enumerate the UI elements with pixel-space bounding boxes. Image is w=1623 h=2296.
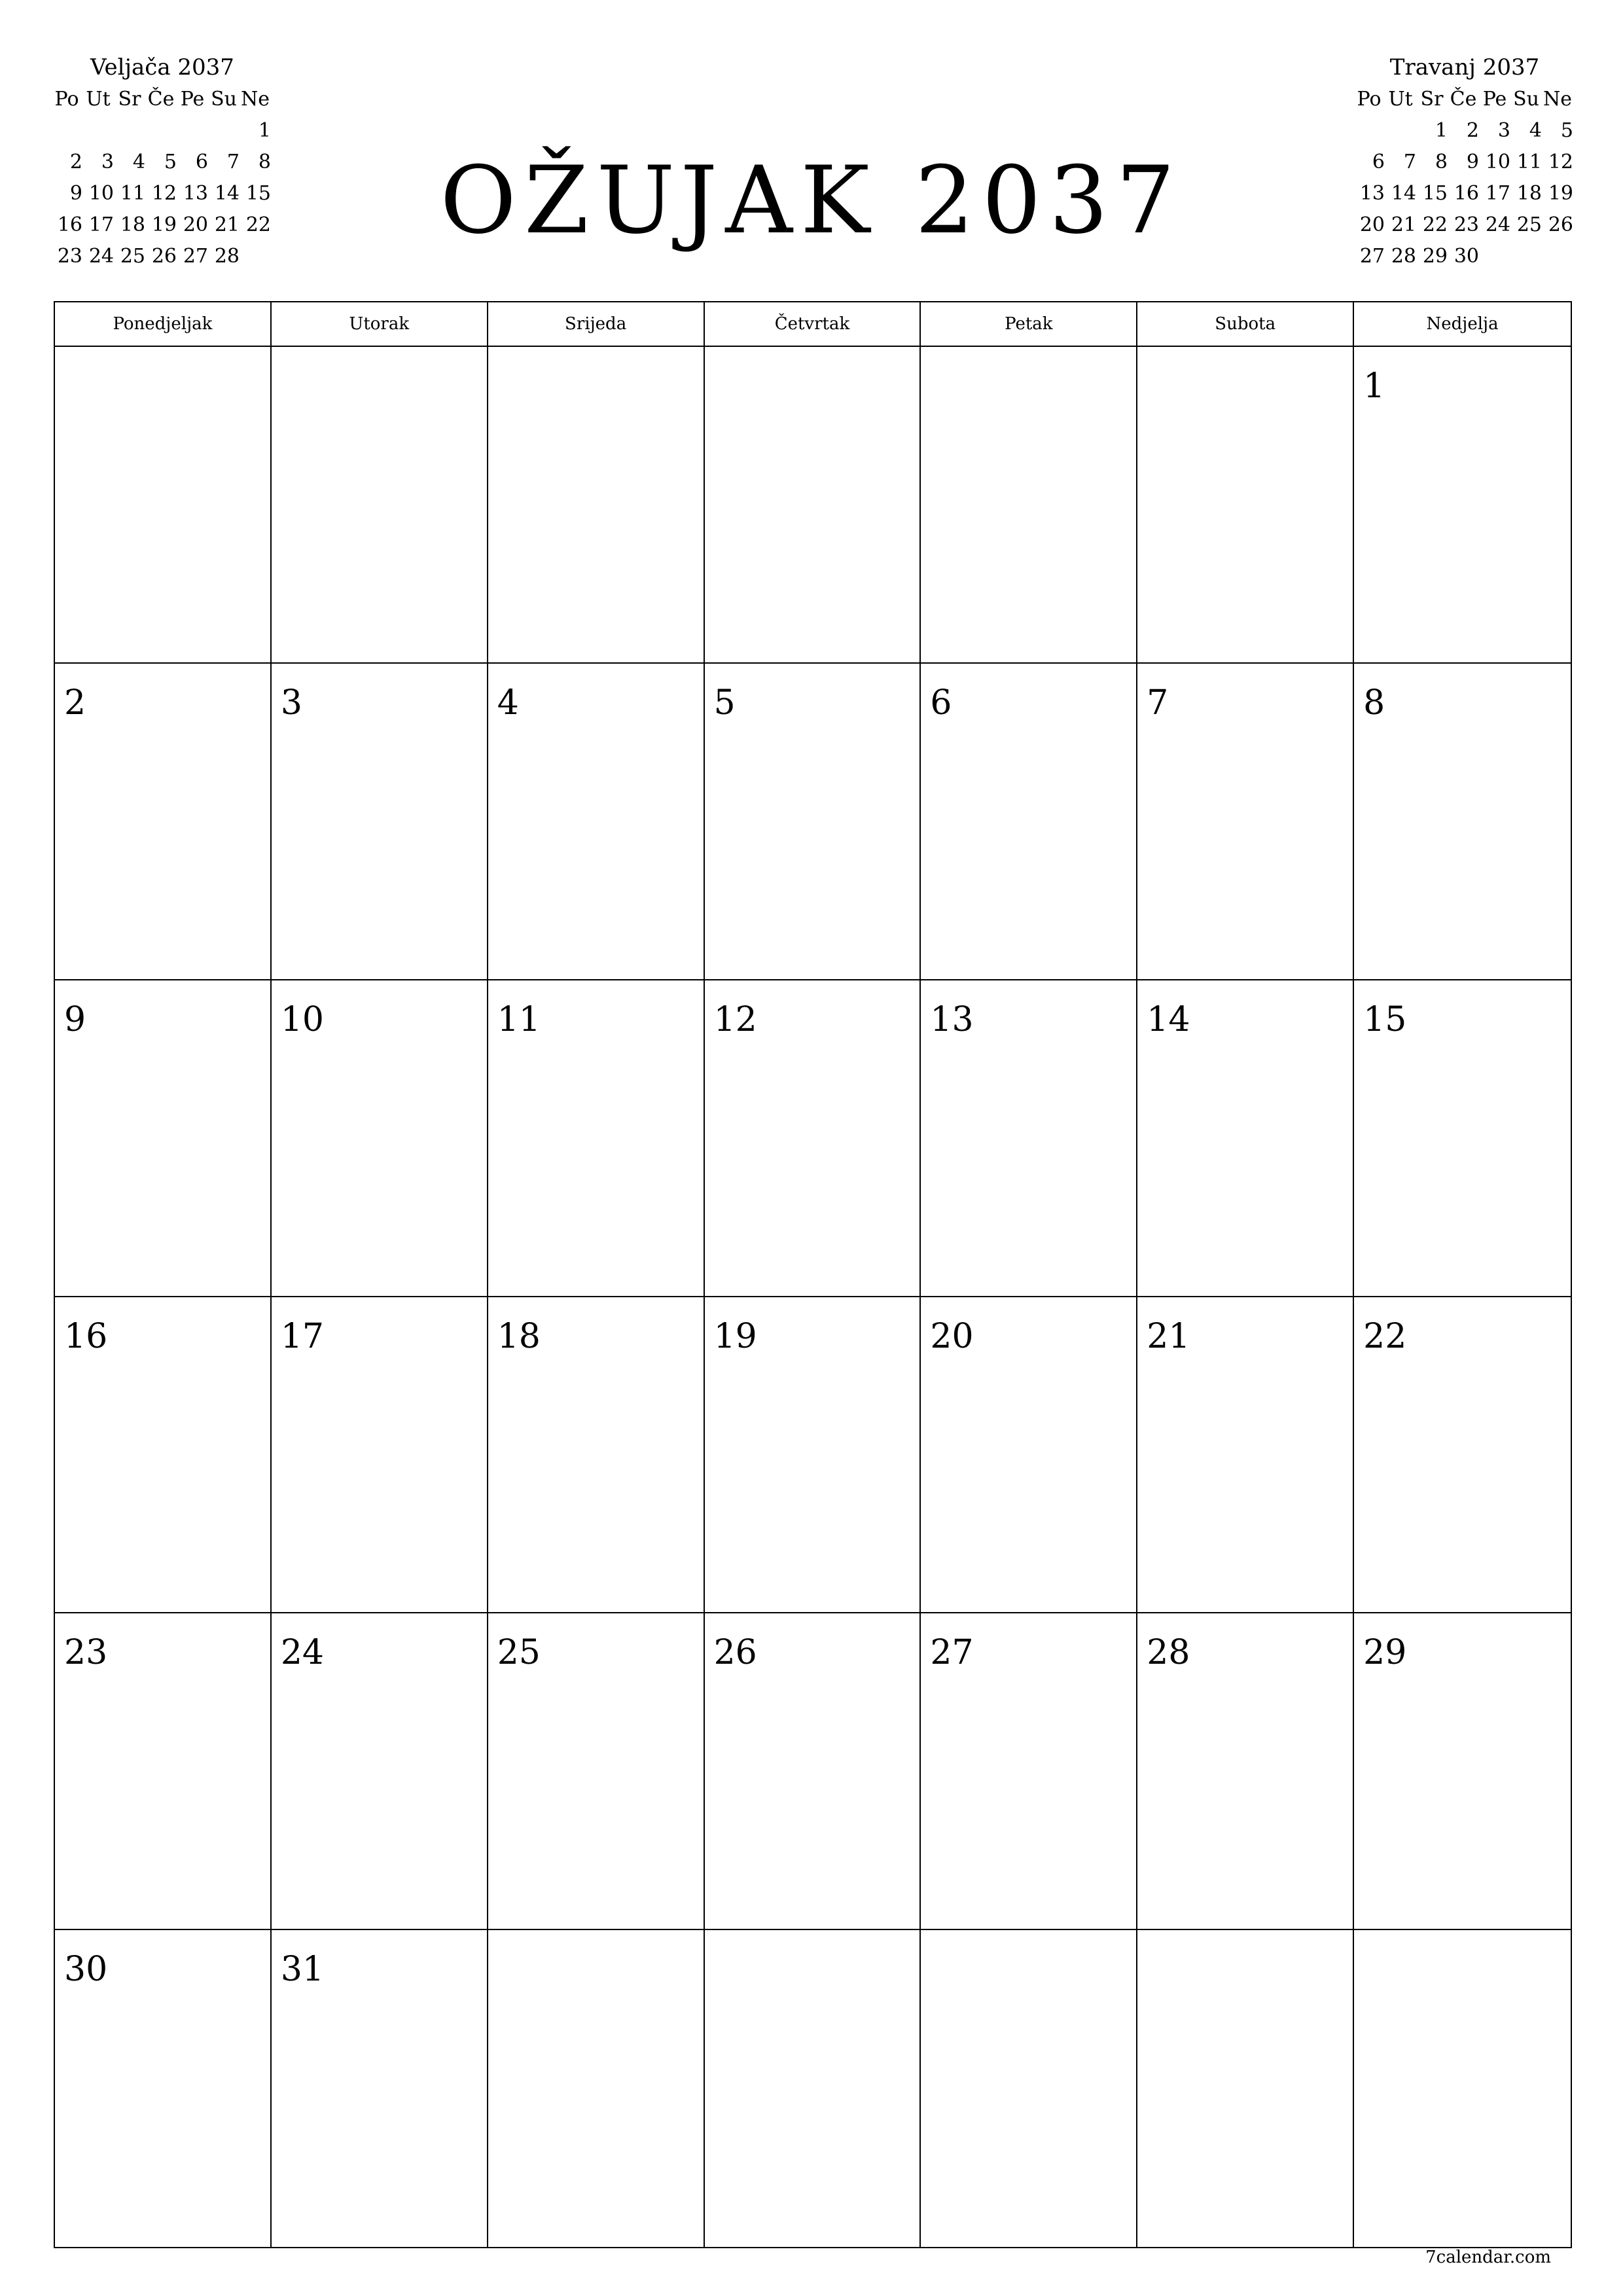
mini-weekday-header: Sr: [1420, 88, 1444, 111]
day-cell: [921, 664, 1137, 980]
mini-day: 16: [57, 213, 82, 236]
mini-day: [145, 115, 177, 147]
day-number: 3: [280, 683, 302, 723]
mini-day: 21: [214, 213, 240, 236]
mini-weekday-header: Ut: [1388, 88, 1413, 111]
mini-day: 14: [214, 182, 240, 205]
day-cell: [921, 980, 1137, 1297]
day-cell: [1354, 347, 1571, 664]
mini-day: 29: [1422, 245, 1448, 268]
mini-weekday-header: Pe: [1482, 88, 1507, 111]
day-number: 8: [1363, 683, 1385, 723]
day-number: 11: [497, 999, 541, 1039]
day-cell: [488, 664, 705, 980]
day-cell: [705, 347, 921, 664]
mini-day: [82, 115, 114, 147]
day-cell: [1354, 1297, 1571, 1614]
mini-day: 25: [1516, 213, 1542, 236]
day-number: 12: [713, 999, 757, 1039]
mini-day: 23: [1454, 213, 1479, 236]
day-number: 17: [280, 1316, 325, 1356]
day-number: 27: [930, 1633, 974, 1673]
mini-day: 5: [164, 151, 177, 173]
mini-day: 20: [1359, 213, 1385, 236]
day-number: 21: [1147, 1316, 1190, 1356]
mini-day: 18: [1516, 182, 1542, 205]
mini-day: 3: [101, 151, 114, 173]
prev-month-title: Veljača 2037: [90, 54, 234, 81]
mini-day: 7: [1403, 151, 1416, 173]
mini-weekday-header: Sr: [118, 88, 141, 111]
day-number: 6: [930, 683, 952, 723]
day-cell: [1137, 664, 1354, 980]
mini-day: 6: [195, 151, 208, 173]
mini-day: 5: [1560, 119, 1573, 142]
day-cell: [55, 980, 272, 1297]
weekday-header: Utorak: [272, 302, 488, 347]
mini-day: 23: [57, 245, 82, 268]
mini-day: 28: [214, 245, 240, 268]
mini-day: 17: [88, 213, 114, 236]
day-number: 2: [64, 683, 86, 723]
mini-day: 22: [1422, 213, 1448, 236]
mini-day: 1: [258, 119, 271, 142]
day-number: 24: [280, 1633, 325, 1673]
mini-weekday-header: Če: [1450, 88, 1477, 111]
day-cell: [272, 1930, 488, 2247]
day-cell: [272, 664, 488, 980]
day-cell: [1354, 980, 1571, 1297]
mini-day: 3: [1497, 119, 1510, 142]
day-number: 13: [930, 999, 974, 1039]
day-cell: [921, 1613, 1137, 1930]
day-cell: [272, 1297, 488, 1614]
page-title: OŽUJAK 2037: [440, 147, 1183, 255]
day-number: 16: [64, 1316, 108, 1356]
day-cell: [1137, 1297, 1354, 1614]
mini-day: 15: [245, 182, 271, 205]
weekday-header: Četvrtak: [705, 302, 921, 347]
weekday-header: Nedjelja: [1354, 302, 1571, 347]
day-cell: [55, 1613, 272, 1930]
day-cell: [1137, 347, 1354, 664]
day-cell: [55, 347, 272, 664]
mini-day: 24: [88, 245, 114, 268]
mini-weekday-header: Po: [1357, 88, 1382, 111]
day-number: 10: [280, 999, 325, 1039]
day-cell: [488, 1613, 705, 1930]
day-cell: [1137, 980, 1354, 1297]
mini-weekday-header: Ne: [1543, 88, 1572, 111]
day-number: 30: [64, 1950, 108, 1990]
day-number: 15: [1363, 999, 1407, 1039]
day-cell: [272, 980, 488, 1297]
mini-day: 15: [1422, 182, 1448, 205]
day-cell: [488, 980, 705, 1297]
day-number: 14: [1147, 999, 1190, 1039]
mini-day: 14: [1391, 182, 1416, 205]
day-number: 18: [497, 1316, 541, 1356]
day-cell: [272, 1613, 488, 1930]
day-number: 7: [1147, 683, 1169, 723]
day-number: 20: [930, 1316, 974, 1356]
day-number: 23: [64, 1633, 108, 1673]
day-cell: [55, 664, 272, 980]
mini-day: 12: [151, 182, 177, 205]
day-cell: [488, 1930, 705, 2247]
day-number: 22: [1363, 1316, 1407, 1356]
mini-day: 12: [1548, 151, 1573, 173]
weekday-header: Ponedjeljak: [55, 302, 272, 347]
day-cell: [1354, 1930, 1571, 2247]
day-cell: [705, 664, 921, 980]
mini-day: 8: [258, 151, 271, 173]
day-number: 29: [1363, 1633, 1407, 1673]
weekday-header: Petak: [921, 302, 1137, 347]
day-cell: [1137, 1613, 1354, 1930]
mini-day: 11: [120, 182, 145, 205]
mini-weekday-header: Su: [211, 88, 237, 111]
mini-day: 7: [226, 151, 240, 173]
day-cell: [705, 980, 921, 1297]
day-cell: [488, 1297, 705, 1614]
mini-weekday-header: Ut: [86, 88, 111, 111]
day-number: 4: [497, 683, 519, 723]
mini-day: 11: [1516, 151, 1542, 173]
day-number: 28: [1147, 1633, 1190, 1673]
next-month-title: Travanj 2037: [1389, 54, 1540, 81]
mini-weekday-header: Ne: [240, 88, 270, 111]
mini-day: 9: [1466, 151, 1479, 173]
day-number: 25: [497, 1633, 541, 1673]
mini-weekday-header: Su: [1513, 88, 1539, 111]
day-cell: [1137, 1930, 1354, 2247]
day-number: 26: [713, 1633, 757, 1673]
mini-day: [177, 115, 208, 147]
mini-day: 26: [151, 245, 177, 268]
mini-day: 9: [69, 182, 82, 205]
month-grid: [54, 301, 1572, 2248]
watermark: 7calendar.com: [1425, 2248, 1551, 2267]
day-cell: [1354, 664, 1571, 980]
day-cell: [921, 1930, 1137, 2247]
day-cell: [488, 347, 705, 664]
mini-day: 17: [1485, 182, 1510, 205]
mini-day: [114, 115, 145, 147]
mini-day: 6: [1372, 151, 1385, 173]
mini-day: [1385, 115, 1416, 147]
day-cell: [705, 1297, 921, 1614]
mini-weekday-header: Po: [54, 88, 79, 111]
mini-day: 13: [1359, 182, 1385, 205]
weekday-header: Srijeda: [488, 302, 705, 347]
day-number: 31: [280, 1950, 325, 1990]
mini-day: 18: [120, 213, 145, 236]
mini-day: 4: [1529, 119, 1542, 142]
mini-day: 19: [151, 213, 177, 236]
day-cell: [705, 1930, 921, 2247]
mini-day: 27: [183, 245, 208, 268]
mini-day: 22: [245, 213, 271, 236]
day-cell: [55, 1930, 272, 2247]
day-cell: [272, 347, 488, 664]
mini-day: 13: [183, 182, 208, 205]
day-cell: [55, 1297, 272, 1614]
day-cell: [705, 1613, 921, 1930]
day-cell: [921, 347, 1137, 664]
mini-day: 2: [69, 151, 82, 173]
mini-day: 10: [1485, 151, 1510, 173]
mini-day: 20: [183, 213, 208, 236]
mini-day: [51, 115, 82, 147]
day-number: 5: [713, 683, 736, 723]
day-number: 9: [64, 999, 86, 1039]
mini-day: 8: [1435, 151, 1448, 173]
mini-day: 30: [1454, 245, 1479, 268]
mini-day: 16: [1454, 182, 1479, 205]
day-cell: [1354, 1613, 1571, 1930]
mini-day: 26: [1548, 213, 1573, 236]
mini-day: 27: [1359, 245, 1385, 268]
mini-day: 10: [88, 182, 114, 205]
mini-weekday-header: Če: [147, 88, 175, 111]
weekday-header: Subota: [1137, 302, 1354, 347]
mini-day: 25: [120, 245, 145, 268]
day-number: 1: [1363, 367, 1385, 406]
mini-day: 24: [1485, 213, 1510, 236]
day-cell: [921, 1297, 1137, 1614]
mini-day: [208, 115, 240, 147]
mini-day: [1353, 115, 1385, 147]
mini-day: 1: [1435, 119, 1448, 142]
day-number: 19: [713, 1316, 757, 1356]
mini-weekday-header: Pe: [180, 88, 205, 111]
mini-day: 2: [1466, 119, 1479, 142]
mini-day: 28: [1391, 245, 1416, 268]
mini-day: 19: [1548, 182, 1573, 205]
mini-day: 4: [132, 151, 145, 173]
mini-day: 21: [1391, 213, 1416, 236]
